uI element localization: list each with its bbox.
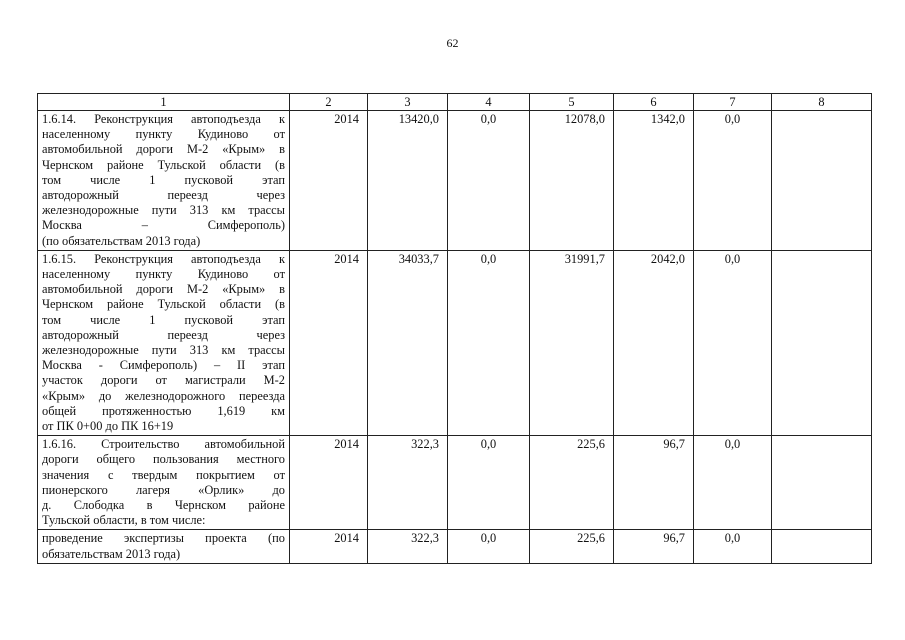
value-cell: 96,7 [614,530,694,563]
value-cell: 2014 [290,250,368,435]
description-line: 1.6.14. Реконструкция автоподъезда к [42,112,285,126]
value-cell [772,530,872,563]
column-header: 6 [614,94,694,111]
column-header: 7 [694,94,772,111]
value-cell: 0,0 [448,530,530,563]
value-cell: 31991,7 [530,250,614,435]
description-line: том числе 1 пусковой этап [42,312,285,327]
value-cell: 1342,0 [614,111,694,251]
description-line: Чернском районе Тульской области (в [42,297,285,312]
value-cell: 13420,0 [368,111,448,251]
description-line: Тульской области, в том числе: [42,513,206,528]
description-line: автомобильной дороги М-2 «Крым» в [42,282,285,297]
value-cell: 2042,0 [614,250,694,435]
column-header: 2 [290,94,368,111]
row-description [38,436,290,530]
column-header: 3 [368,94,448,111]
description-line: автодорожный переезд через [42,327,285,342]
value-cell: 2014 [290,111,368,251]
description-line: общей протяженностью 1,619 км [42,403,285,418]
table-row [38,111,872,251]
value-cell: 34033,7 [368,250,448,435]
description-line: автомобильной дороги М-2 «Крым» в [42,142,285,157]
value-cell: 0,0 [448,111,530,251]
value-cell: 322,3 [368,436,448,530]
value-cell [772,250,872,435]
row-description [38,250,290,435]
description-line: железнодорожные пути 313 км трассы [42,343,285,358]
description-line: 1.6.15. Реконструкция автоподъезда к [42,251,285,266]
description-line: Чернском районе Тульской области (в [42,157,285,172]
description-line: железнодорожные пути 313 км трассы [42,203,285,218]
column-header: 1 [38,94,290,111]
value-cell: 12078,0 [530,111,614,251]
value-cell: 2014 [290,530,368,563]
column-header: 5 [530,94,614,111]
value-cell [772,436,872,530]
value-cell: 0,0 [694,530,772,563]
value-cell: 225,6 [530,436,614,530]
table-row [38,250,872,435]
value-cell: 0,0 [694,111,772,251]
description-line: Москва – Симферополь) [42,218,285,233]
description-line: д. Слободка в Чернском районе [42,498,285,513]
description-line: «Крым» до железнодорожного переезда [42,388,285,403]
description-line: от ПК 0+00 до ПК 16+19 [42,419,174,434]
description-line: Москва - Симферополь) – II этап [42,358,285,373]
description-line: дороги общего пользования местного [42,452,285,467]
row-description [38,530,290,563]
table-row [38,436,872,530]
column-header: 8 [772,94,872,111]
description-line: пионерского лагеря «Орлик» до [42,482,285,497]
budget-table [37,93,872,564]
page-number: 62 [446,36,459,50]
value-cell: 0,0 [694,436,772,530]
description-line: том числе 1 пусковой этап [42,172,285,187]
description-line: участок дороги от магистрали М-2 [42,373,285,388]
value-cell: 225,6 [530,530,614,563]
description-line: проведение экспертизы проекта (по [42,531,285,546]
header-row [38,94,872,111]
value-cell [772,111,872,251]
description-line: населенному пункту Кудиново от [42,267,285,282]
column-header: 4 [448,94,530,111]
value-cell: 2014 [290,436,368,530]
row-description [38,111,290,251]
value-cell: 0,0 [448,436,530,530]
description-line: обязательствам 2013 года) [42,546,181,561]
description-line: автодорожный переезд через [42,188,285,203]
description-line: 1.6.16. Строительство автомобильной [42,437,285,452]
description-line: значения с твердым покрытием от [42,467,285,482]
value-cell: 0,0 [448,250,530,435]
value-cell: 96,7 [614,436,694,530]
description-line: населенному пункту Кудиново от [42,127,285,142]
value-cell: 0,0 [694,250,772,435]
table-row [38,530,872,563]
description-line: (по обязательствам 2013 года) [42,233,201,248]
value-cell: 322,3 [368,530,448,563]
